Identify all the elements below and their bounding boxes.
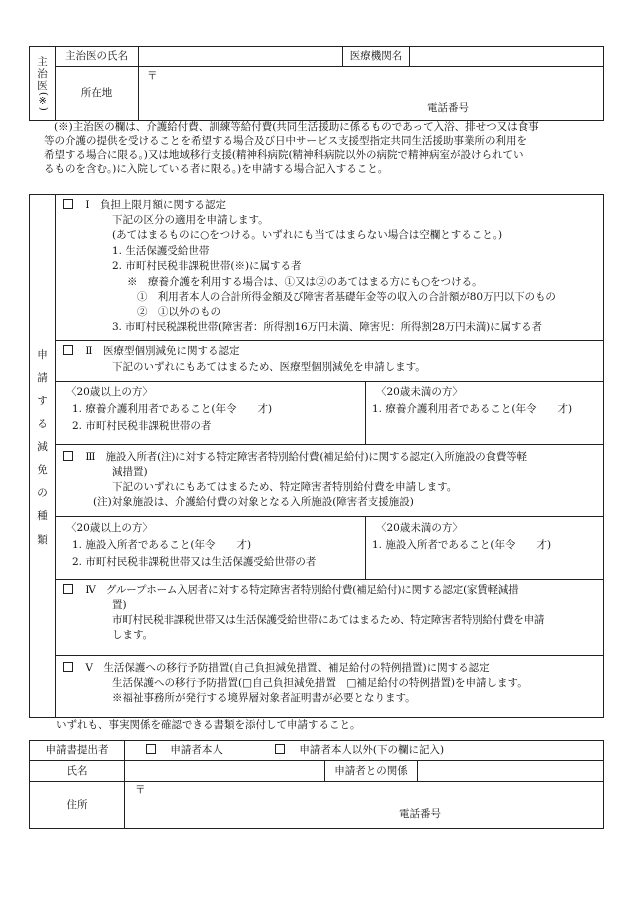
section-3-line: 下記のいずれにもあてはまるため、特定障害者特別給付費を申請します。 <box>112 481 458 493</box>
physician-address-field[interactable] <box>139 67 603 120</box>
under20-item: 1. 療養介護利用者であること(年令 才) <box>372 403 573 415</box>
over20-item: 2. 市町村民税非課税世帯の者 <box>72 420 212 432</box>
reduction-content <box>56 195 603 717</box>
physician-name-field[interactable] <box>139 47 343 67</box>
section-3 <box>56 445 603 580</box>
submitter-block <box>29 740 604 829</box>
section-4-title: Ⅳ グループホーム入居者に対する特定障害者特別給付費(補足給付)に関する認定(家賃軽減措 <box>85 584 519 596</box>
section-2-subtable <box>56 381 603 445</box>
note-line: (※)主治医の欄は、介護給付費、訓練等給付費(共同生活援助に係るものであって入浴、排せつ又は食事 <box>54 121 539 133</box>
section-2 <box>56 341 603 445</box>
under20-title: 〈20歳未満の方〉 <box>376 522 463 534</box>
phone-label: 電話番号 <box>399 808 441 820</box>
section-4-title-cont: 置) <box>112 599 127 611</box>
note-line: 等の介護の提供を受けることを希望する場合及び日中サービス支援型指定共同生活援助事業所の利用を <box>44 134 527 147</box>
over20-title: 〈20歳以上の方〉 <box>66 386 153 398</box>
section-1-line: ② ①以外のもの <box>137 306 221 318</box>
section-3-checkbox[interactable] <box>63 451 73 461</box>
note-line: るものを含む。)に入院している者に限る。)を申請する場合記入すること。 <box>44 162 389 175</box>
section-1-line: ① 利用者本人の合計所得金額及び障害者基礎年金等の収入の合計額が80万円以下のもの <box>137 291 556 303</box>
section-1-line: 下記の区分の適用を申請します。 <box>112 214 269 226</box>
under20-item: 1. 施設入所者であること(年令 才) <box>372 539 552 551</box>
over20-item: 1. 施設入所者であること(年令 才) <box>72 539 252 551</box>
submitter-options <box>125 741 603 761</box>
under20-title: 〈20歳未満の方〉 <box>376 386 463 398</box>
section-3-title-cont: 減措置) <box>112 466 148 478</box>
phone-label: 電話番号 <box>427 102 469 114</box>
section-4-body-cont: します。 <box>112 629 154 641</box>
section-3-subtable <box>56 516 603 580</box>
section-5-checkbox[interactable] <box>63 662 73 672</box>
physician-name-label: 主治医の氏名 <box>55 47 139 67</box>
institution-label: 医療機関名 <box>343 47 410 67</box>
section-2-line: 下記のいずれにもあてはまるため、医療型個別減免を申請します。 <box>112 361 426 373</box>
attach-note: いずれも、事実関係を確認できる書類を添付して申請すること。 <box>56 719 361 731</box>
over20-title: 〈20歳以上の方〉 <box>66 522 153 534</box>
relation-label: 申請者との関係 <box>325 761 418 782</box>
section-3-title: Ⅲ 施設入所者(注)に対する特定障害者特別給付費(補足給付)に関する認定(入所施設の食費等軽 <box>85 451 527 463</box>
section-5-note: ※福祉事務所が発行する境界層対象者証明書が必要となります。 <box>112 692 416 704</box>
institution-field[interactable] <box>410 47 603 67</box>
section-1-line: 1. 生活保護受給世帯 <box>112 245 210 257</box>
over20-item: 1. 療養介護利用者であること(年令 才) <box>72 403 273 415</box>
over20-item: 2. 市町村民税非課税世帯又は生活保護受給世帯の者 <box>72 556 317 568</box>
section-4-body: 市町村民税非課税世帯又は生活保護受給世帯にあてはまるため、特定障害者特別給付費を申請 <box>112 614 545 626</box>
section-1-checkbox[interactable] <box>63 199 73 209</box>
note-line: 希望する場合に限る。)又は地域移行支援(精神科病院(精神科病院以外の病院で精神病室が設けられてい <box>44 148 524 161</box>
section-4-checkbox[interactable] <box>63 584 73 594</box>
section-2-title: Ⅱ 医療型個別減免に関する認定 <box>85 345 240 357</box>
section-1-line: 2. 市町村民税非課税世帯(※)に属する者 <box>112 260 302 272</box>
submitter-address-field[interactable] <box>125 782 603 828</box>
submitter-address-label: 住所 <box>30 782 125 828</box>
reduction-side-label: 申 請 す る 減 免 の 種 類 <box>30 195 56 717</box>
section-1-line: (あてはまるものに○をつける。いずれにも当てはまらない場合は空欄とすること。) <box>112 229 503 241</box>
section-5-title: Ⅴ 生活保護への移行予防措置(自己負担減免措置、補足給付の特例措置)に関する認定 <box>85 662 490 674</box>
section-1-title: Ⅰ 負担上限月額に関する認定 <box>85 199 226 211</box>
submitter-label: 申請書提出者 <box>30 741 125 761</box>
section-1-line: ※ 療養介護を利用する場合は、①又は②のあてはまる方にも○をつける。 <box>127 276 483 288</box>
reduction-block <box>29 194 604 718</box>
submitter-name-label: 氏名 <box>30 761 125 782</box>
section-1-line: 3. 市町村民税課税世帯(障害者：所得割16万円未満、障害児：所得割28万円未満)に属する者 <box>112 321 542 333</box>
submitter-name-field[interactable] <box>125 761 325 782</box>
postal-mark: 〒 <box>147 70 158 82</box>
submitter-self-checkbox[interactable] <box>146 744 156 754</box>
submitter-self-label: 申請者本人 <box>170 744 223 756</box>
submitter-other-checkbox[interactable] <box>275 744 285 754</box>
section-1 <box>56 195 603 341</box>
section-3-note: (注)対象施設は、介護給付費の対象となる入所施設(障害者支援施設) <box>93 496 414 508</box>
physician-block <box>29 46 604 121</box>
postal-mark: 〒 <box>135 784 146 796</box>
section-4 <box>56 580 603 656</box>
section-5 <box>56 656 603 717</box>
physician-address-label: 所在地 <box>55 67 139 120</box>
relation-field[interactable] <box>418 761 603 782</box>
submitter-other-label: 申請者本人以外(下の欄に記入) <box>299 744 445 756</box>
physician-note <box>44 121 620 176</box>
section-2-checkbox[interactable] <box>63 345 73 355</box>
physician-side-label: 主 治 医 (※) <box>30 47 56 120</box>
section-5-line: 生活保護への移行予防措置(□自己負担減免措置 □補足給付の特例措置)を申請します。 <box>112 677 528 689</box>
